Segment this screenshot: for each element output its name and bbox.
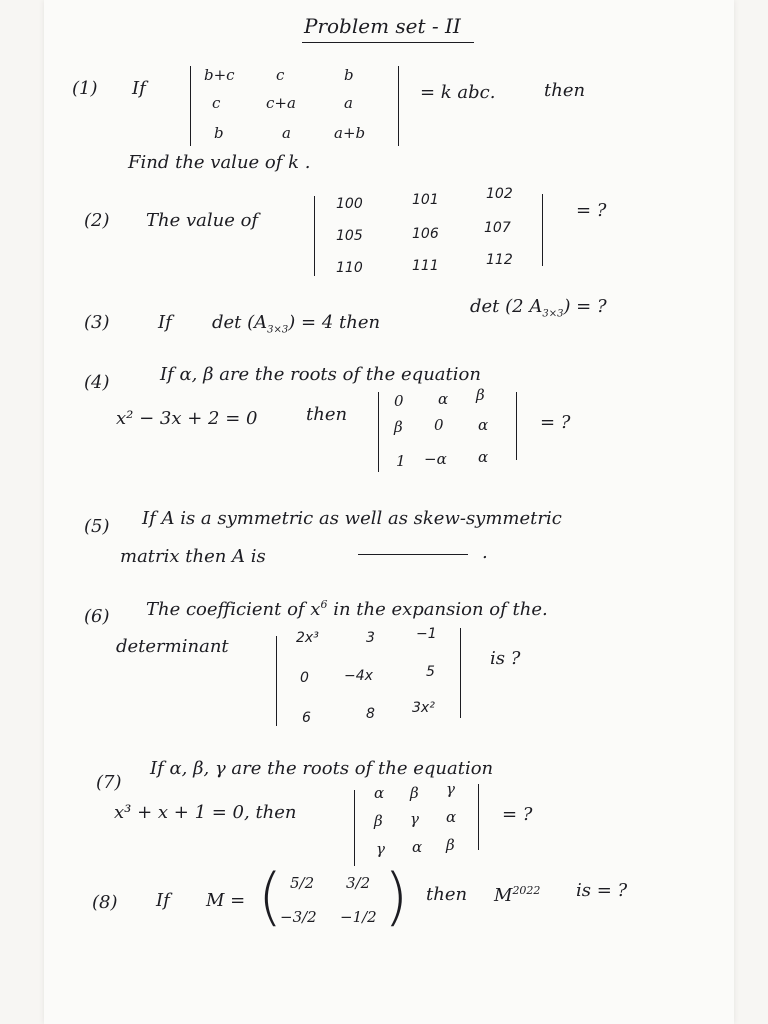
q8-right-paren: )	[384, 860, 409, 933]
q6-line1	[146, 598, 548, 620]
q7-number: (7)	[96, 772, 122, 793]
q6-rhs: is ?	[490, 648, 521, 669]
q2-cell: 101	[412, 192, 439, 208]
q1-cell: a	[344, 94, 353, 112]
q7-cell: β	[410, 784, 419, 802]
q8-lhs: M =	[206, 890, 246, 911]
q5-number: (5)	[84, 516, 110, 537]
q3-det1-text: det (A	[212, 312, 268, 333]
q8-power-exp: 2022	[512, 884, 541, 897]
q8-rhs: is = ?	[576, 880, 628, 901]
q1-cell: c	[276, 66, 285, 84]
q6-cell: −1	[416, 626, 437, 642]
q4-cell: 0	[394, 392, 404, 410]
q7-rhs: = ?	[502, 804, 533, 825]
q1-cell: b+c	[204, 66, 235, 84]
q2-det-left-bar	[314, 196, 315, 276]
q4-cell: α	[438, 390, 449, 408]
q7-cell: γ	[446, 780, 455, 798]
q8-if: If	[156, 890, 170, 911]
q6-cell: 3x²	[412, 700, 435, 716]
q4-rhs: = ?	[540, 412, 571, 433]
q6-det-right-bar	[460, 628, 461, 718]
q2-rhs: = ?	[576, 200, 607, 221]
q7-cell: α	[446, 808, 457, 826]
q5-line2: matrix then A is	[120, 546, 266, 567]
q2-cell: 107	[484, 220, 511, 236]
q1-cell: c	[212, 94, 221, 112]
q6-cell: 3	[366, 630, 375, 646]
q3-det2-sub: 3×3	[542, 308, 564, 320]
q2-cell: 112	[486, 252, 513, 268]
q8-cell: 3/2	[346, 874, 371, 892]
q3-mid-text: ) = 4 then	[288, 312, 381, 333]
q5-end: .	[482, 542, 488, 563]
q2-det-right-bar	[542, 194, 543, 266]
q7-cell: γ	[410, 810, 419, 828]
q6-line2: determinant	[116, 636, 229, 657]
q3-det1-sub: 3×3	[267, 324, 289, 336]
q7-cell: β	[446, 836, 455, 854]
q6-cell: −4x	[344, 668, 373, 684]
q8-cell: −1/2	[340, 908, 377, 926]
q6-cell: 2x³	[296, 630, 319, 646]
q4-det-right-bar	[516, 392, 517, 460]
q2-number: (2)	[84, 210, 110, 231]
q2-cell: 100	[336, 196, 363, 212]
q6-cell: 5	[426, 664, 435, 680]
q4-cell: α	[478, 448, 489, 466]
q7-cell: α	[412, 838, 423, 856]
q1-rhs: = k abc.	[420, 82, 496, 103]
q4-number: (4)	[84, 372, 110, 393]
q2-cell: 105	[336, 228, 363, 244]
q6-exponent: 6	[320, 598, 328, 611]
q2-cell: 111	[412, 258, 439, 274]
q1-cell: a+b	[334, 124, 366, 142]
q6-number: (6)	[84, 606, 110, 627]
q2-text: The value of	[146, 210, 259, 231]
q7-det-left-bar	[354, 790, 355, 866]
q4-then: then	[306, 404, 348, 425]
page-title: Problem set - II	[304, 14, 461, 38]
q1-cell: b	[214, 124, 224, 142]
q8-left-paren: (	[258, 860, 283, 933]
q3-det2-text: det (2 A	[470, 296, 543, 317]
q2-cell: 106	[412, 226, 439, 242]
q6-line1-text: The coefficient of x	[146, 599, 321, 620]
q6-cell: 8	[366, 706, 375, 722]
q6-cell: 0	[300, 670, 309, 686]
q2-cell: 110	[336, 260, 363, 276]
q4-cell: β	[476, 386, 485, 404]
q4-equation: x² − 3x + 2 = 0	[116, 408, 258, 429]
q7-det-right-bar	[478, 784, 479, 850]
q3-if: If	[158, 312, 172, 333]
q4-det-left-bar	[378, 392, 379, 472]
q4-cell: α	[478, 416, 489, 434]
q4-cell: 0	[434, 416, 444, 434]
q5-answer-blank	[358, 554, 468, 555]
title-underline	[302, 42, 474, 43]
q1-line2: Find the value of k .	[128, 152, 311, 173]
q7-line1: If α, β, γ are the roots of the equation	[150, 758, 494, 779]
q7-cell: γ	[376, 840, 385, 858]
q4-cell: β	[394, 418, 403, 436]
q4-cell: −α	[424, 450, 447, 468]
q1-cell: c+a	[266, 94, 296, 112]
q4-cell: 1	[396, 452, 406, 470]
q6-det-left-bar	[276, 636, 277, 726]
q1-number: (1)	[72, 78, 98, 99]
q3-det2	[470, 296, 607, 320]
q8-power-base: M	[494, 885, 513, 906]
q3-number: (3)	[84, 312, 110, 333]
q8-cell: 5/2	[290, 874, 315, 892]
q8-then: then	[426, 884, 468, 905]
q6-line1b-text: in the expansion of the.	[333, 599, 548, 620]
q1-then: then	[544, 80, 586, 101]
q1-cell: b	[344, 66, 354, 84]
q2-cell: 102	[486, 186, 513, 202]
q1-cell: a	[282, 124, 291, 142]
q7-cell: β	[374, 812, 383, 830]
q8-number: (8)	[92, 892, 118, 913]
q3-det1	[212, 312, 380, 336]
q8-cell: −3/2	[280, 908, 317, 926]
q8-power	[494, 884, 540, 906]
q1-if: If	[132, 78, 146, 99]
q4-line1: If α, β are the roots of the equation	[160, 364, 481, 385]
q7-equation: x³ + x + 1 = 0, then	[114, 802, 297, 823]
q3-end-text: ) = ?	[563, 296, 607, 317]
q1-det-left-bar	[190, 66, 191, 146]
q7-cell: α	[374, 784, 385, 802]
q6-cell: 6	[302, 710, 311, 726]
q5-line1: If A is a symmetric as well as skew-symmetric	[142, 508, 562, 529]
q1-det-right-bar	[398, 66, 399, 146]
